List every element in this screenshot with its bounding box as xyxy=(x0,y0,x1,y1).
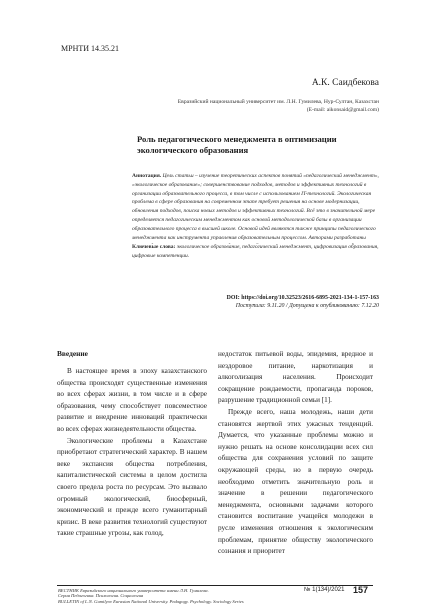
author-affiliation xyxy=(149,98,379,114)
issue-number: № 1(134)/2021 xyxy=(304,587,345,593)
abstract-block xyxy=(132,172,379,244)
body-paragraph: Экологические проблемы в Казахстане приобретают стратегический характер. В нашем веке экспансия общества потребления, капиталистической системы в целом достигла своего предела роста по ресурсам. Это вызвало огромный экологический, биосферный, экономический и прежде всего гуманитарный кризис. В веке развития технологий существуют такие страшные угрозы, как голод, xyxy=(57,436,207,538)
keywords-block xyxy=(132,243,379,269)
body-paragraph: В настоящее время в эпоху казахстанского общества происходят существенные изменения во всех сферах жизни, в том числе и в сфере образования, чему способствует повсеместное развитие и внедрение инноваций практически во всех сферах жизнедеятельности общества. xyxy=(57,367,207,433)
keywords-text: экологическое образование, педагогический менеджмент, цифровизация образования, цифровые компетенции. xyxy=(132,244,379,259)
journal-line-2: Серия Педагогика. Психология. Социология xyxy=(58,593,144,599)
journal-reference xyxy=(58,588,308,604)
affiliation-email: (E-mail: aikonsaid@gmail.com) xyxy=(306,107,379,113)
body-paragraph: недостаток питьевой воды, эпидемия, вредное и нездоровое питание, наркотизация и алкоголизация населения. Происходит сокращение рождаемости, пропаганда пороков, разрушение традиционной семьи [1]. xyxy=(218,350,373,405)
journal-line-3: BULLETIN of L.N. Gumilyov Eurasian National University. Pedagogy. Psychology. Sociology Series xyxy=(58,598,244,604)
article-title-line-2: экологического образования xyxy=(137,145,249,155)
journal-line-1: ВЕСТНИК Евразийского национального университета имени Л.Н. Гумилева. xyxy=(58,588,209,593)
body-column-left xyxy=(57,366,207,584)
submission-dates: Поступила: 9.11.20 / Допущена к опубликованию: 7.12.20 xyxy=(235,303,379,309)
body-paragraph: Прежде всего, наша молодежь, наши дети становятся жертвой этих ужасных тенденций. Думается, что указанные проблемы можно и нужно решать на основе консолидации всех сил общества для сохранения условий по защите окружающей среды, но в первую очередь необходимо отметить значительную роль и значение в решении педагогического менеджмента, основными задачами которого становится воспитание учащейся молодежи в русле изменения отношения к экологическим проблемам, принятие обществу экологического сознания и приоритет xyxy=(218,407,373,556)
page-number: 157 xyxy=(353,585,369,595)
abstract-text: Цель статьи – изучение теоретических аспектов понятий «педагогический менеджмент», «экологическое образование»; совершенствование подходов, методов и эффективных технологий в организации образовательного процесса, в том числе с использованием IT-технологий. Экологическая проблема в сфере образования на современном этапе требует решения на основе модернизации, обновления подходов, поиска новых методов и эффективных технологий. Всё это в значительной мере определяется педагогическим менеджментом как основой методологической базы в организации образовательного процесса в высшей школе. Основой идей являются также принципы педагогического менеджмента как инструмента управления образовательным процессом. Авторами разработаны xyxy=(132,173,379,241)
author-name: А.К. Саидбекова xyxy=(311,78,379,88)
article-title-line-1: Роль педагогического менеджмента в оптимизации xyxy=(137,134,337,144)
affiliation-university: Евразийский национальный университет им. Л.Н. Гумилева, Нур-Султан, Казахстан xyxy=(177,99,379,105)
mrnti-code: МРНТИ 14.35.21 xyxy=(61,44,120,53)
keywords-label: Ключевые слова: xyxy=(132,244,176,250)
footer-divider xyxy=(57,585,373,586)
intro-heading: Введение xyxy=(57,349,88,358)
doi-link[interactable]: DOI: https://doi.org/10.32523/2616-6895-2021-134-1-157-163 xyxy=(226,295,379,301)
body-column-right xyxy=(218,349,373,583)
abstract-label: Аннотация. xyxy=(132,173,162,179)
article-title xyxy=(137,134,337,156)
